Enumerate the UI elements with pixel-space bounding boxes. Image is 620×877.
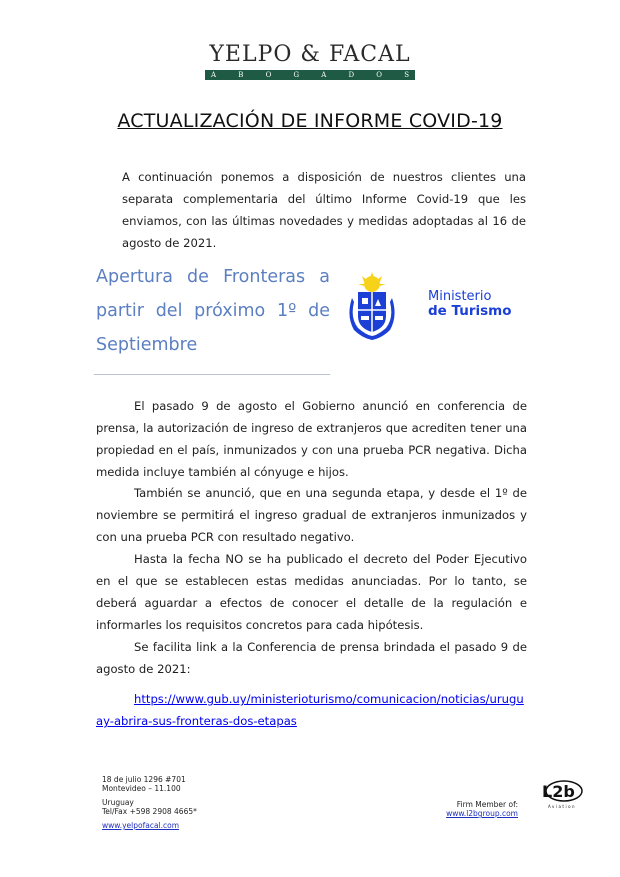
footer-contact: [102, 775, 197, 830]
press-conference-link[interactable]: https://www.gub.uy/ministerioturismo/comunicacion/noticias/uruguay-abrira-sus-fronteras-dos-etapas: [96, 692, 524, 728]
tagline-letter: S: [404, 71, 409, 79]
footer-address-line2: Montevideo – 11.100: [102, 784, 181, 793]
firm-member-label: Firm Member of:: [456, 800, 518, 809]
footer-address-line1: 18 de julio 1296 #701: [102, 775, 186, 784]
footer-website-link[interactable]: www.yelpofacal.com: [102, 821, 180, 830]
paragraph-announcement: [96, 395, 527, 483]
footer-membership: [444, 800, 518, 818]
firm-logo: [205, 42, 415, 80]
paragraph-text: También se anunció, que en una segunda etapa, y desde el 1º de noviembre se permitirá el ingreso gradual de extranjeros inmunizados y con una prueba PCR con resultado negativo.: [96, 486, 527, 544]
tagline-letter: D: [348, 71, 355, 79]
uruguay-coat-of-arms-icon: [340, 272, 404, 342]
firm-logo-name: YELPO & FACAL: [209, 42, 411, 67]
paragraph-text: Hasta la fecha NO se ha publicado el decreto del Poder Ejecutivo en el que se establecen estas medidas anunciadas. Por lo tanto, se deberá aguardar a efectos de conocer el detalle de la regulación e informarles los requisitos concretos para cada hipótesis.: [96, 552, 527, 632]
section-heading: Apertura de Fronteras a partir del próximo 1º de Septiembre: [96, 267, 330, 355]
l2b-website-link[interactable]: www.l2bgroup.com: [446, 809, 518, 818]
section-divider: [94, 374, 330, 375]
tagline-letter: A: [211, 71, 217, 79]
tagline-letter: B: [238, 71, 244, 79]
paragraph-second-stage: [96, 482, 527, 548]
document-title: ACTUALIZACIÓN DE INFORME COVID-19: [117, 110, 503, 132]
firm-logo-tagline: [205, 70, 415, 80]
ministry-line1: Ministerio: [428, 289, 492, 304]
paragraph-link-intro: [96, 636, 527, 680]
tagline-letter: A: [321, 71, 327, 79]
l2b-logo-text: L2b: [542, 782, 575, 801]
tagline-letter: G: [293, 71, 300, 79]
l2b-aviation-logo: [536, 779, 586, 811]
intro-paragraph: A continuación ponemos a disposición de nuestros clientes una separata complementaria del último Informe Covid-19 que les enviamos, con las últimas novedades y medidas adoptadas al 16 de agosto de 2021.: [122, 170, 526, 250]
paragraph-decree: [96, 548, 527, 636]
footer-country: Uruguay: [102, 798, 134, 807]
l2b-logo-subtext: Aviation: [548, 804, 577, 809]
paragraph-text: Se facilita link a la Conferencia de prensa brindada el pasado 9 de agosto de 2021:: [96, 640, 527, 676]
paragraph-text: El pasado 9 de agosto el Gobierno anunció en conferencia de prensa, la autorización de ingreso de extranjeros que acrediten tener una propiedad en el país, inmunizados y con una prueba PCR negativa. Dicha medida incluye también al cónyuge e hijos.: [96, 399, 527, 479]
press-conference-link-wrap: [96, 688, 527, 732]
footer-phone: Tel/Fax +598 2908 4665*: [102, 807, 197, 816]
tagline-letter: O: [265, 71, 272, 79]
tagline-letter: O: [376, 71, 383, 79]
ministry-of-tourism-logo: [428, 289, 512, 319]
ministry-line2: de Turismo: [428, 303, 512, 319]
